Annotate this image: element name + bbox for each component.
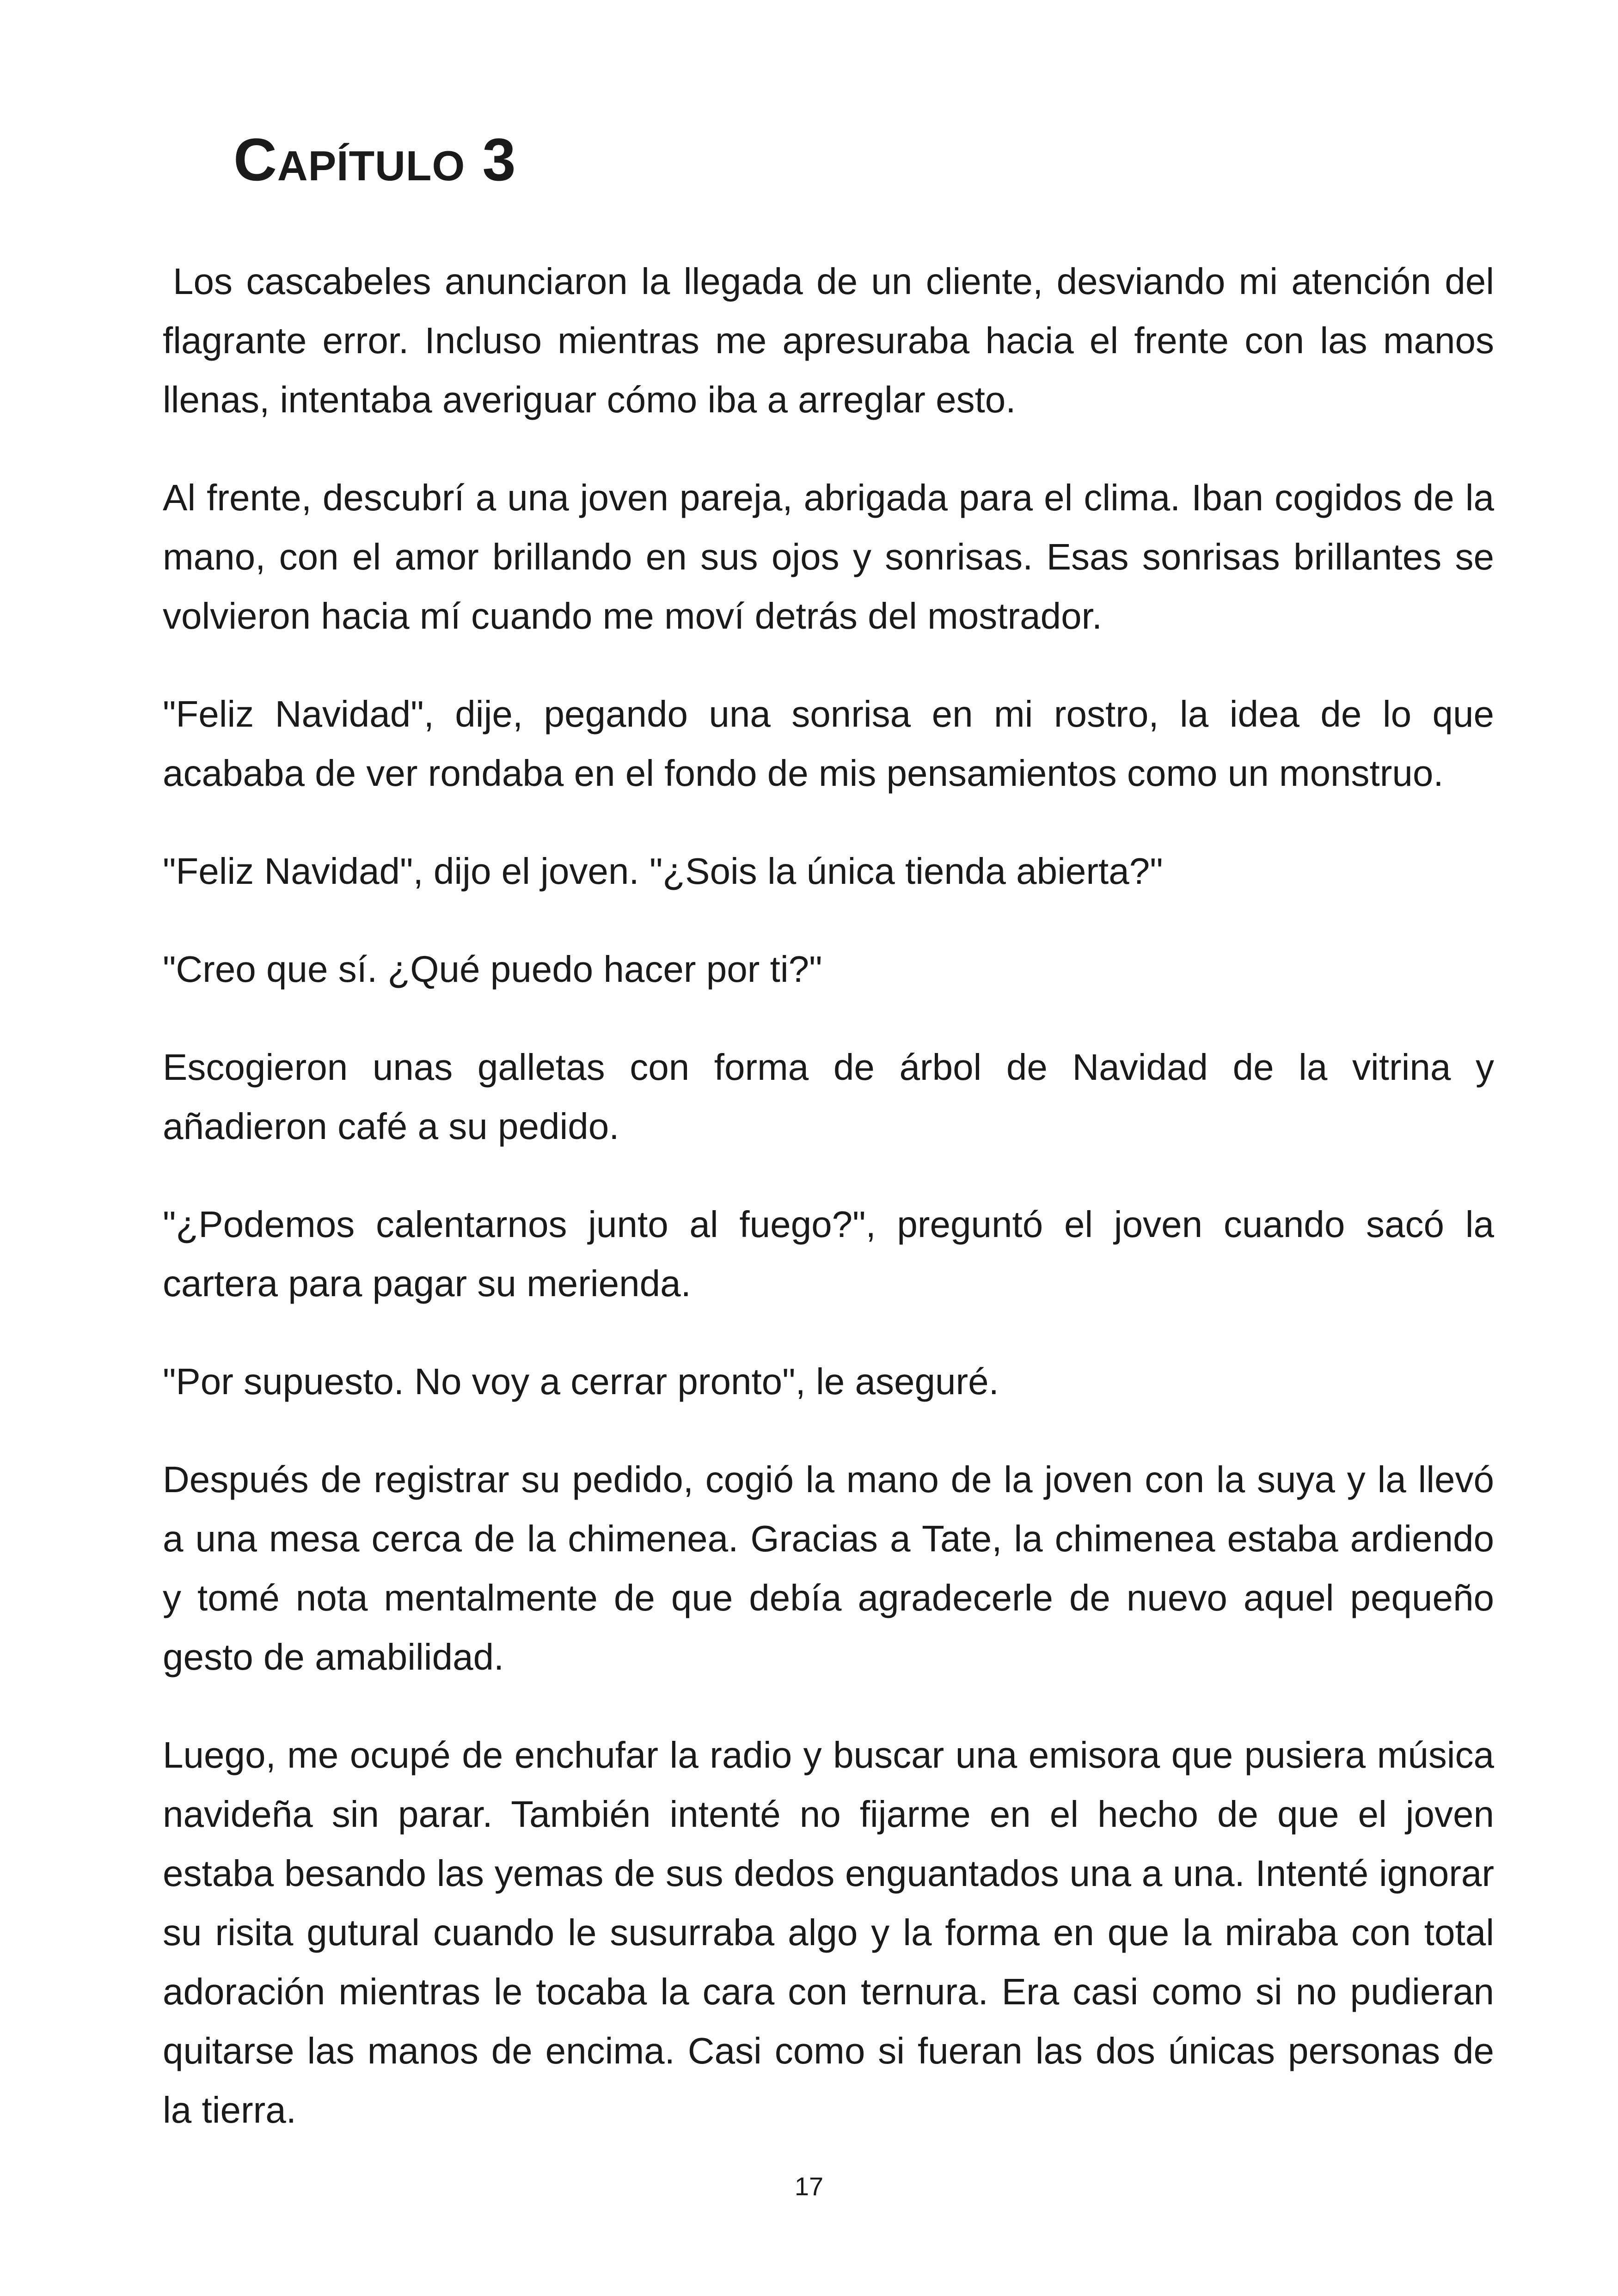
paragraph-1: Los cascabeles anunciaron la llegada de un cliente, desviando mi atención del flagrante error. Incluso mientras me apresuraba hacia el frente con las manos llenas, intentaba averiguar cómo iba a arreglar esto. <box>163 261 1494 420</box>
paragraph-9: Después de registrar su pedido, cogió la mano de la joven con la suya y la llevó a una mesa cerca de la chimenea. Gracias a Tate, la chimenea estaba ardiendo y tomé nota mentalmente de que debía agradecerle de nuevo aquel pequeño gesto de amabilidad. <box>163 1459 1494 1678</box>
paragraph-3: "Feliz Navidad", dije, pegando una sonrisa en mi rostro, la idea de lo que acababa de ver rondaba en el fondo de mis pensamientos como un monstruo. <box>163 693 1494 794</box>
paragraph-4: "Feliz Navidad", dijo el joven. "¿Sois la única tienda abierta?" <box>163 851 1163 892</box>
page-number: 17 <box>794 2172 824 2201</box>
paragraph-8: "Por supuesto. No voy a cerrar pronto", le aseguré. <box>163 1361 999 1402</box>
paragraph-6: Escogieron unas galletas con forma de árbol de Navidad de la vitrina y añadieron café a su pedido. <box>163 1047 1494 1147</box>
paragraph-2: Al frente, descubrí a una joven pareja, abrigada para el clima. Iban cogidos de la mano, con el amor brillando en sus ojos y sonrisas. Esas sonrisas brillantes se volvieron hacia mí cuando me moví detrás del mostrador. <box>163 477 1494 637</box>
paragraph-10: Luego, me ocupé de enchufar la radio y buscar una emisora que pusiera música navideña sin parar. También intenté no fijarme en el hecho de que el joven estaba besando las yemas de sus dedos enguantados una a una. Intenté ignorar su risita gutural cuando le susurraba algo y la forma en que la miraba con total adoración mientras le tocaba la cara con ternura. Era casi como si no pudieran quitarse las manos de encima. Casi como si fueran las dos únicas personas de la tierra. <box>163 1734 1494 2131</box>
paragraph-5: "Creo que sí. ¿Qué puedo hacer por ti?" <box>163 949 822 990</box>
paragraph-7: "¿Podemos calentarnos junto al fuego?", preguntó el joven cuando sacó la cartera para pagar su merienda. <box>163 1204 1494 1304</box>
chapter-body <box>163 252 1494 2179</box>
chapter-title: Capítulo 3 <box>233 126 516 193</box>
